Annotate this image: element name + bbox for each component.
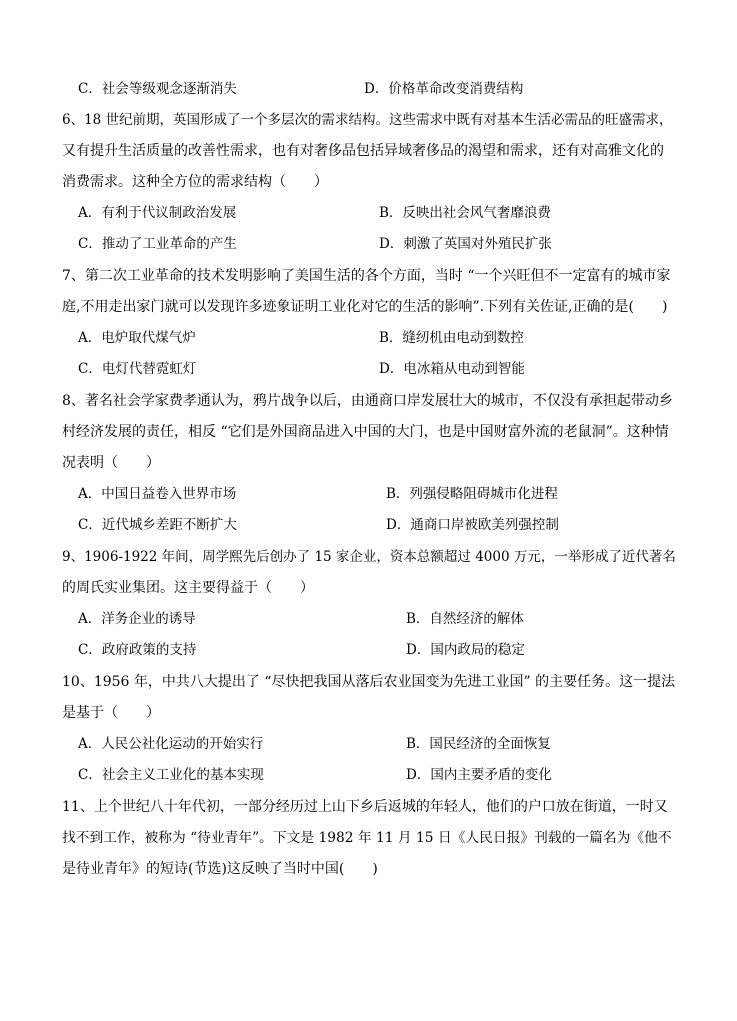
q10-option-d[interactable]: D．国内主要矛盾的变化 bbox=[406, 767, 552, 783]
q10-option-c[interactable]: C．社会主义工业化的基本实现 bbox=[78, 767, 264, 783]
q9-stem-line-2: 的周氏实业集团。这主要得益于（ ） bbox=[62, 580, 314, 596]
q10-stem-line-1: 10、1956 年，中共八大提出了 “尽快把我国从落后农业国变为先进工业国” 的主要任务。这一提法 bbox=[62, 674, 676, 690]
q9-option-b[interactable]: B．自然经济的解体 bbox=[406, 611, 524, 627]
q7-option-a[interactable]: A．电炉取代煤气炉 bbox=[78, 330, 196, 346]
q8-option-c[interactable]: C．近代城乡差距不断扩大 bbox=[78, 517, 237, 533]
q8-option-d[interactable]: D．通商口岸被欧美列强控制 bbox=[386, 517, 559, 533]
q11-stem-line-1: 11、上个世纪八十年代初，一部分经历过上山下乡后返城的年轻人，他们的户口放在街道，一时又 bbox=[62, 799, 668, 815]
q11-stem-line-3: 是待业青年》的短诗(节选)这反映了当时中国( ) bbox=[62, 861, 378, 877]
q8-stem-line-1: 8、著名社会学家费孝通认为，鸦片战争以后，由通商口岸发展壮大的城市，不仅没有承担起带动乡 bbox=[62, 393, 673, 409]
q10-stem-line-2: 是基于（ ） bbox=[62, 705, 160, 721]
q8-option-b[interactable]: B．列强侵略阻碍城市化进程 bbox=[386, 486, 558, 502]
q6-stem-line-3: 消费需求。这种全方位的需求结构（ ） bbox=[62, 174, 328, 190]
q10-option-b[interactable]: B．国民经济的全面恢复 bbox=[406, 736, 551, 752]
q6-option-a[interactable]: A．有利于代议制政治发展 bbox=[78, 205, 237, 221]
q8-stem-line-2: 村经济发展的责任，相反 “它们是外国商品进入中国的大门，也是中国财富外流的老鼠洞”。这种情 bbox=[62, 424, 669, 440]
q9-stem-line-1: 9、1906-1922 年间，周学熙先后创办了 15 家企业，资本总额超过 4000 万元，一举形成了近代著名 bbox=[62, 549, 676, 565]
q9-option-c[interactable]: C．政府政策的支持 bbox=[78, 642, 197, 658]
q8-option-a[interactable]: A．中国日益卷入世界市场 bbox=[78, 486, 237, 502]
q7-option-c[interactable]: C．电灯代替霓虹灯 bbox=[78, 361, 197, 377]
q7-stem-line-2: 庭,不用走出家门就可以发现许多迹象证明工业化对它的生活的影响”.下列有关佐证,正确的是( ) bbox=[62, 299, 668, 315]
q8-stem-line-3: 况表明（ ） bbox=[62, 455, 160, 471]
q6-stem-line-2: 又有提升生活质量的改善性需求，也有对奢侈品包括异域奢侈品的渴望和需求，还有对高雅文化的 bbox=[62, 143, 664, 159]
q6-option-c[interactable]: C．推动了工业革命的产生 bbox=[78, 236, 237, 252]
q7-stem-line-1: 7、第二次工业革命的技术发明影响了美国生活的各个方面，当时 “一个兴旺但不一定富有的城市家 bbox=[62, 268, 671, 284]
q5-option-c[interactable]: C．社会等级观念逐渐消失 bbox=[78, 81, 237, 97]
q6-option-d[interactable]: D．刺激了英国对外殖民扩张 bbox=[379, 236, 552, 252]
q7-option-b[interactable]: B．缝纫机由电动到数控 bbox=[379, 330, 524, 346]
q6-option-b[interactable]: B．反映出社会风气奢靡浪费 bbox=[379, 205, 551, 221]
q7-option-d[interactable]: D．电冰箱从电动到智能 bbox=[379, 361, 525, 377]
q10-option-a[interactable]: A．人民公社化运动的开始实行 bbox=[78, 736, 264, 752]
q5-option-d[interactable]: D．价格革命改变消费结构 bbox=[364, 81, 524, 97]
q11-stem-line-2: 找不到工作，被称为 “待业青年”。下文是 1982 年 11 月 15 日《人民日报》刊载的一篇名为《他不 bbox=[62, 830, 672, 846]
q9-option-a[interactable]: A．洋务企业的诱导 bbox=[78, 611, 196, 627]
q6-stem-line-1: 6、18 世纪前期，英国形成了一个多层次的需求结构。这些需求中既有对基本生活必需品的旺盛需求， bbox=[62, 112, 673, 128]
q9-option-d[interactable]: D．国内政局的稳定 bbox=[406, 642, 525, 658]
